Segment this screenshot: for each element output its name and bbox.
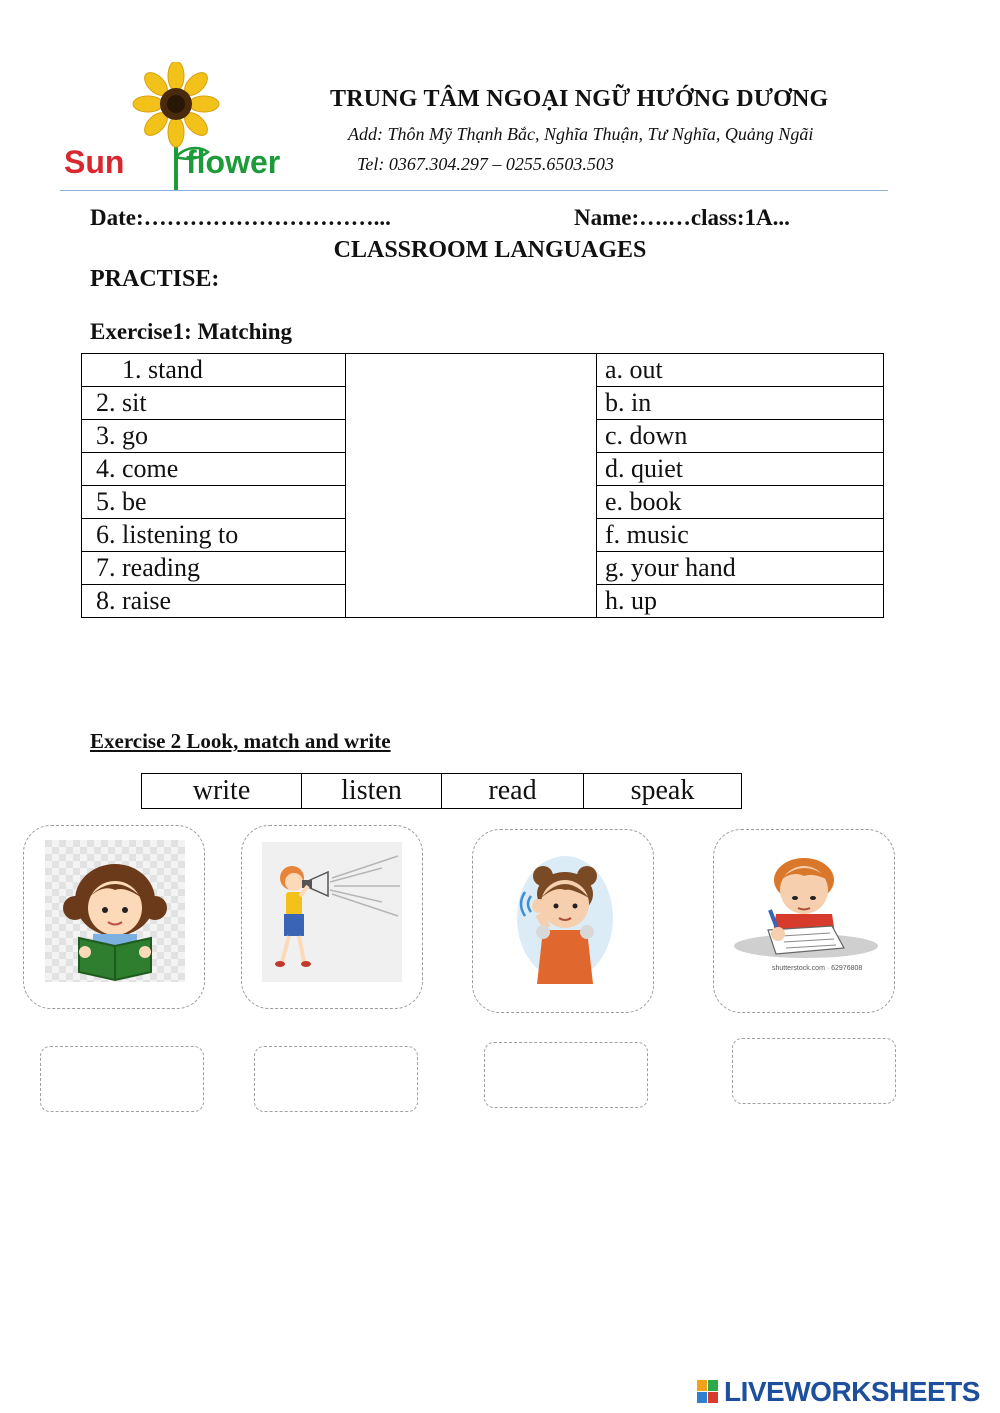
left-item: 5. be [82, 486, 346, 519]
answer-box-4[interactable] [732, 1038, 896, 1104]
logo-text-sun: Sun [64, 144, 125, 180]
boy-writing-image [732, 850, 878, 974]
liveworksheets-logo-icon [697, 1380, 719, 1404]
right-item: a. out [597, 354, 884, 387]
page-title: CLASSROOM LANGUAGES [333, 237, 647, 263]
word-bank-item: read [442, 774, 584, 809]
practise-label: PRACTISE: [90, 266, 220, 292]
liveworksheets-brand[interactable]: LIVEWORKSHEETS [724, 1376, 980, 1407]
name-class-field: Name:….…class:1A... [574, 205, 790, 230]
right-item: e. book [597, 486, 884, 519]
organization-name: TRUNG TÂM NGOẠI NGỮ HƯỚNG DƯƠNG [330, 86, 829, 112]
left-item: 8. raise [82, 585, 346, 618]
stock-caption: shutterstock.com · 62976808 [772, 965, 863, 972]
left-item: 2. sit [82, 387, 346, 420]
exercise1-heading: Exercise1: Matching [90, 319, 293, 344]
answer-box-3[interactable] [484, 1042, 648, 1108]
right-item: b. in [597, 387, 884, 420]
picture-card [713, 829, 895, 1013]
date-field: Date:…………………………... [90, 205, 391, 230]
table-row [82, 354, 884, 387]
right-item: g. your hand [597, 552, 884, 585]
picture-card [241, 825, 423, 1009]
organization-phone: Tel: 0367.304.297 – 0255.6503.503 [357, 154, 614, 174]
left-item: 1. stand [82, 354, 346, 387]
girl-speaking-megaphone-image [262, 842, 402, 982]
left-item: 3. go [82, 420, 346, 453]
picture-card [472, 829, 654, 1013]
logo-text-flower: flower [186, 144, 281, 180]
picture-card [23, 825, 205, 1009]
right-item: d. quiet [597, 453, 884, 486]
word-bank [141, 773, 742, 809]
right-item: h. up [597, 585, 884, 618]
answer-box-2[interactable] [254, 1046, 418, 1112]
matching-table [81, 353, 884, 618]
word-bank-item: speak [584, 774, 742, 809]
right-item: f. music [597, 519, 884, 552]
organization-address: Add: Thôn Mỹ Thạnh Bắc, Nghĩa Thuận, Tư Nghĩa, Quảng Ngãi [348, 124, 814, 144]
exercise2-heading: Exercise 2 Look, match and write [90, 729, 391, 753]
girl-reading-book-image [45, 840, 185, 982]
left-item: 6. listening to [82, 519, 346, 552]
left-item: 4. come [82, 453, 346, 486]
left-item: 7. reading [82, 552, 346, 585]
matching-space[interactable] [346, 354, 597, 618]
word-bank-item: listen [302, 774, 442, 809]
answer-box-1[interactable] [40, 1046, 204, 1112]
girl-listening-image [493, 848, 633, 994]
word-bank-item: write [142, 774, 302, 809]
right-item: c. down [597, 420, 884, 453]
sunflower-logo [58, 62, 303, 192]
header-divider [60, 190, 888, 191]
